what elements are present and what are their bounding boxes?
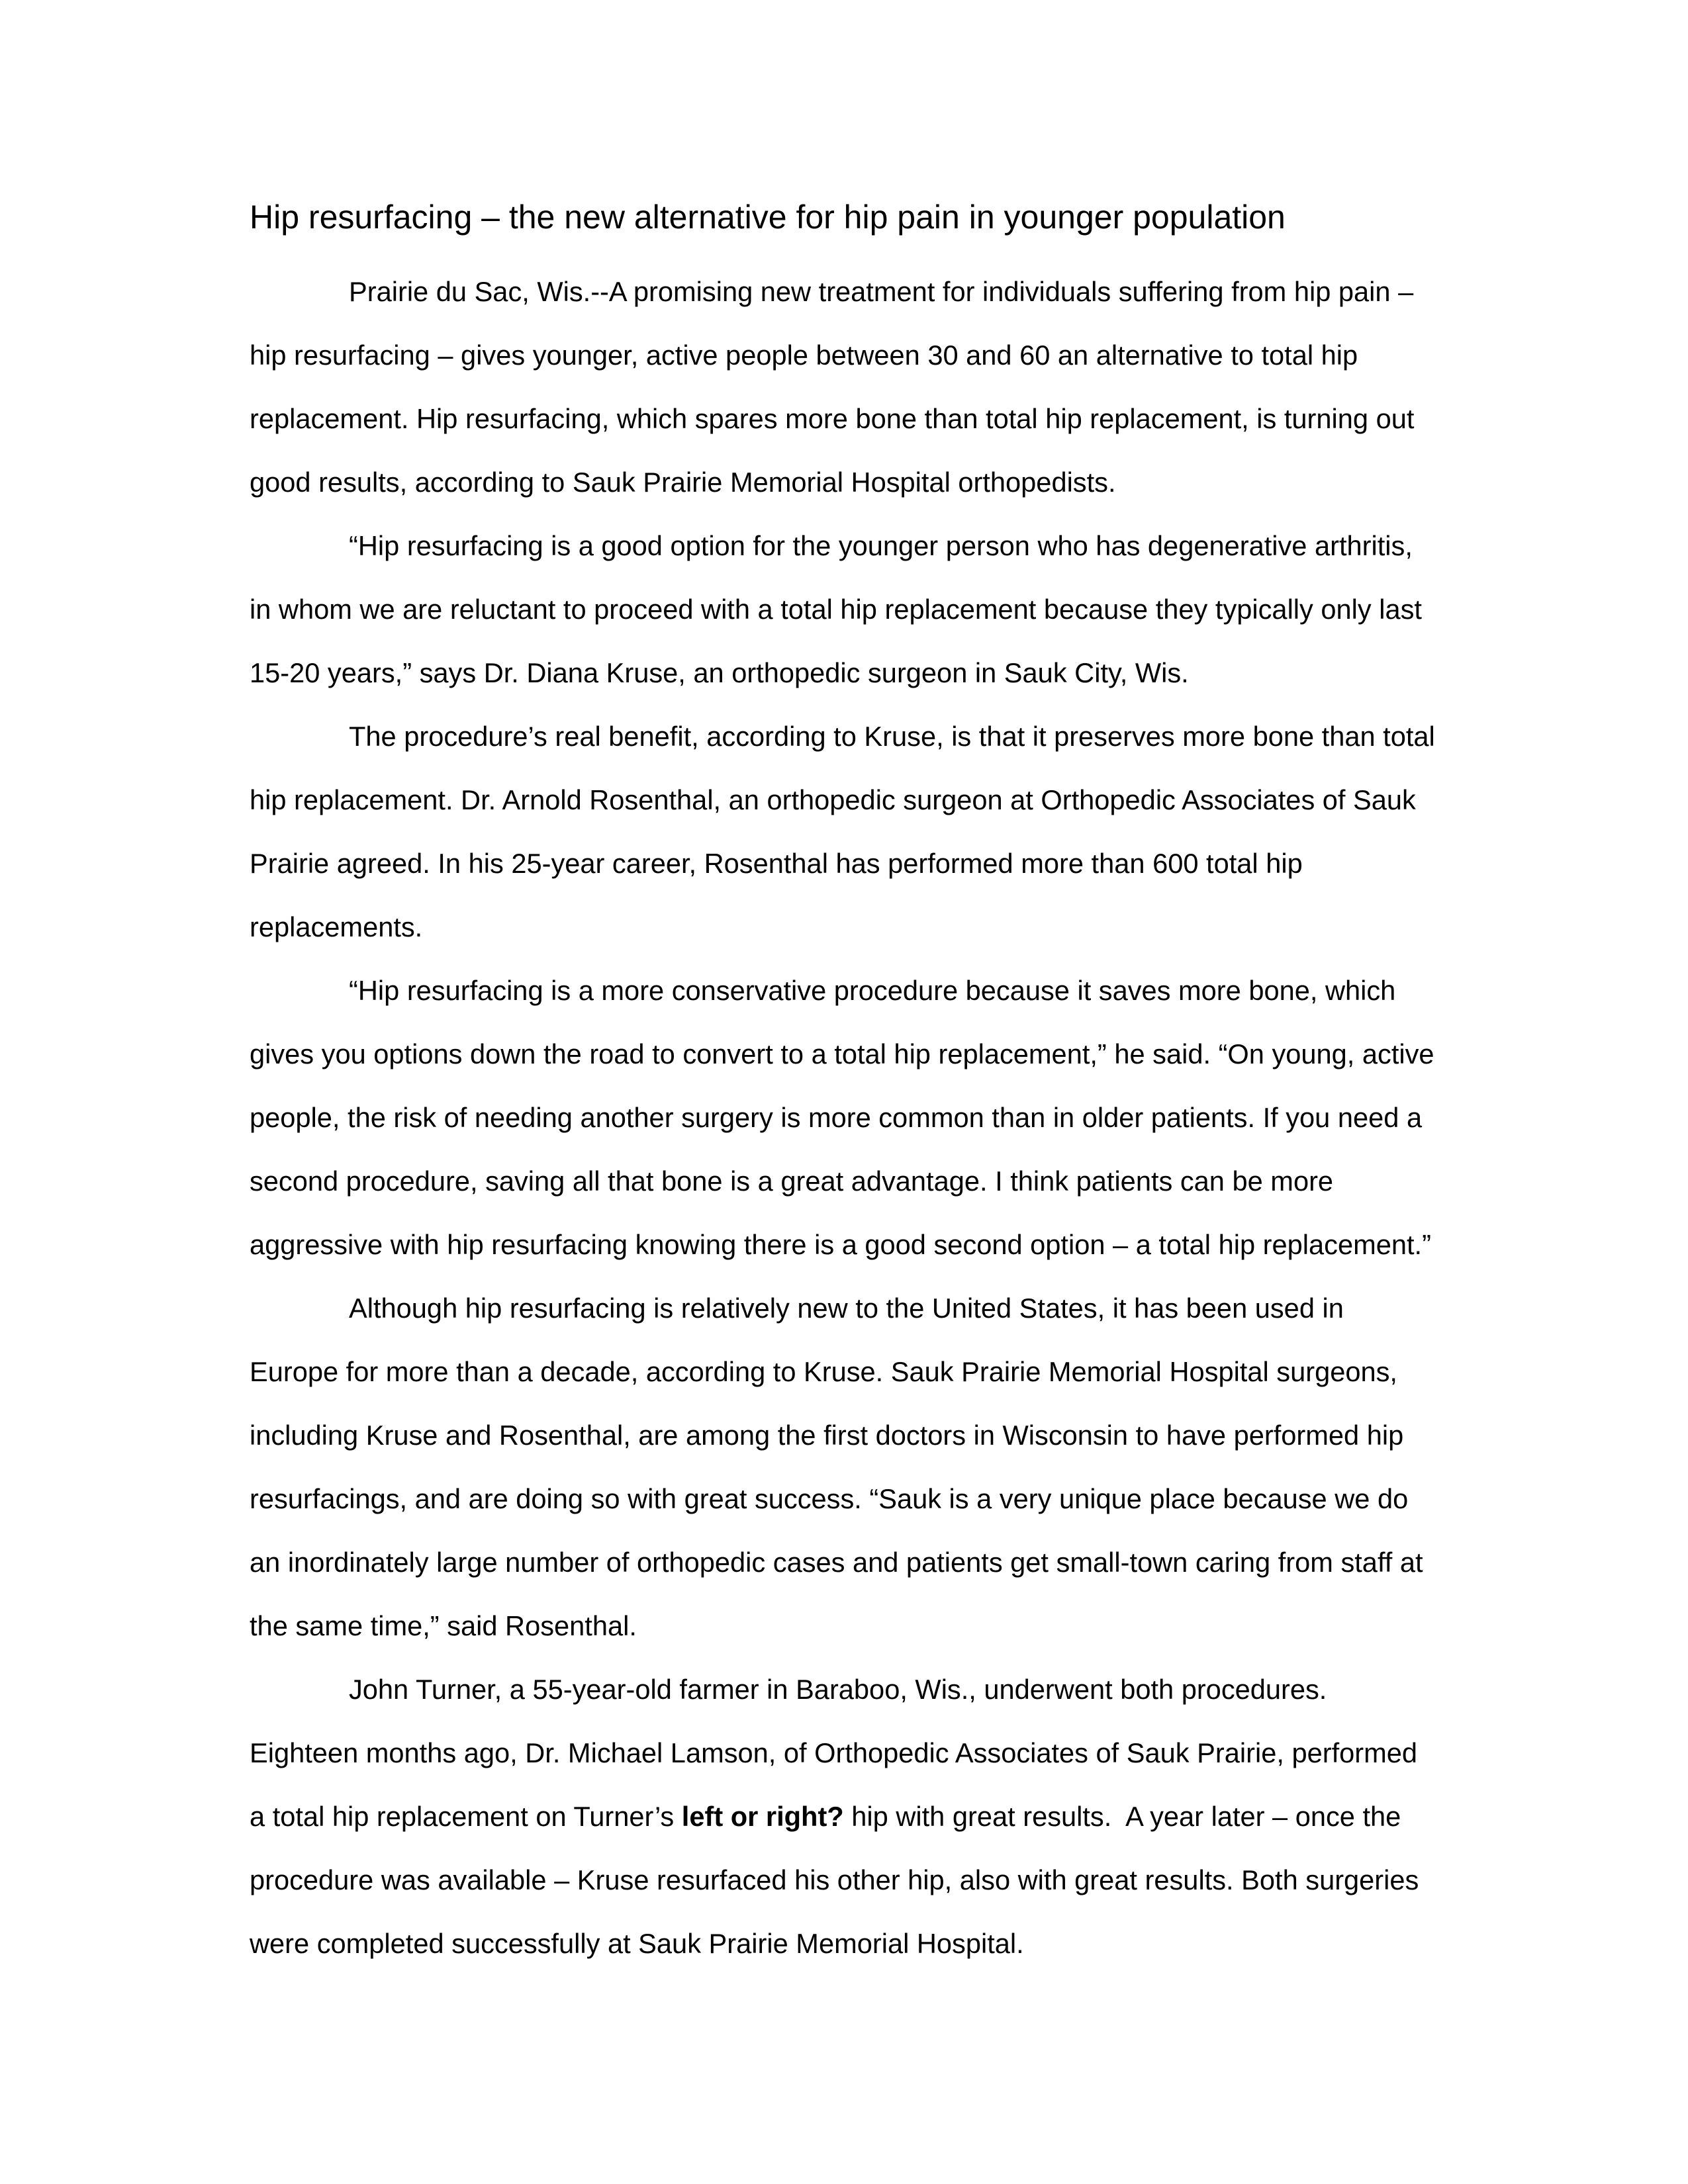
- text-segment: John Turner, a 55-year-old farmer in Baraboo, Wis., underwent both procedures. Eighteen months ago, Dr. Michael Lamson, of Orthopedic Associates of Sauk Prairie, performed a total hip replacement on Turner’s: [250, 1674, 1425, 1832]
- paragraph: [250, 1277, 1438, 1658]
- document-content: [250, 179, 1443, 1976]
- paragraph: [250, 705, 1443, 959]
- document-title: Hip resurfacing – the new alternative for hip pain in younger population: [250, 199, 1286, 236]
- text-segment: “Hip resurfacing is a more conservative procedure because it saves more bone, which gives you options down the road to convert to a total hip replacement,” he said. “On young, active people, the risk of needing another surgery is more common than in older patients. If you need a second procedure, saving all that bone is a great advantage. I think patients can be more aggressive with hip resurfacing knowing there is a good second option – a total hip replacement.”: [250, 975, 1442, 1260]
- paragraph: [250, 514, 1438, 705]
- bold-text-segment: left or right?: [681, 1801, 844, 1832]
- text-segment: “Hip resurfacing is a good option for the younger person who has degenerative arthritis, in whom we are reluctant to proceed with a total hip replacement because they typically only last 15-20 years,” says Dr. Diana Kruse, an orthopedic surgeon in Sauk City, Wis.: [250, 530, 1430, 688]
- document-body: [250, 260, 1443, 1976]
- text-segment: The procedure’s real benefit, according to Kruse, is that it preserves more bone than total hip replacement. Dr. Arnold Rosenthal, an orthopedic surgeon at Orthopedic Associates of Sauk Prairie agreed. In his 25-year career, Rosenthal has performed more than 600 total hip replacements.: [250, 721, 1443, 942]
- text-segment: Although hip resurfacing is relatively new to the United States, it has been used in Europe for more than a decade, according to Kruse. Sauk Prairie Memorial Hospital surgeons, including Kruse and Rosenthal, are among the first doctors in Wisconsin to have performed hip resurfacings, and are doing so with great success. “Sauk is a very unique place because we do an inordinately large number of orthopedic cases and patients get small-town caring from staff at the same time,” said Rosenthal.: [250, 1293, 1431, 1641]
- paragraph: [250, 959, 1442, 1277]
- paragraph: [250, 1658, 1438, 1976]
- paragraph: [250, 260, 1438, 514]
- text-segment: Prairie du Sac, Wis.--A promising new treatment for individuals suffering from hip pain – hip resurfacing – gives younger, active people between 30 and 60 an alternative to total hip replacement. Hip resurfacing, which spares more bone than total hip replacement, is turning out good results, according to Sauk Prairie Memorial Hospital orthopedists.: [250, 276, 1422, 498]
- text-segment: hip with great results. A year later – once the procedure was available – Kruse resurfaced his other hip, also with great results. Both surgeries were completed successfully at Sauk Prairie Memorial Hospital.: [250, 1801, 1427, 1959]
